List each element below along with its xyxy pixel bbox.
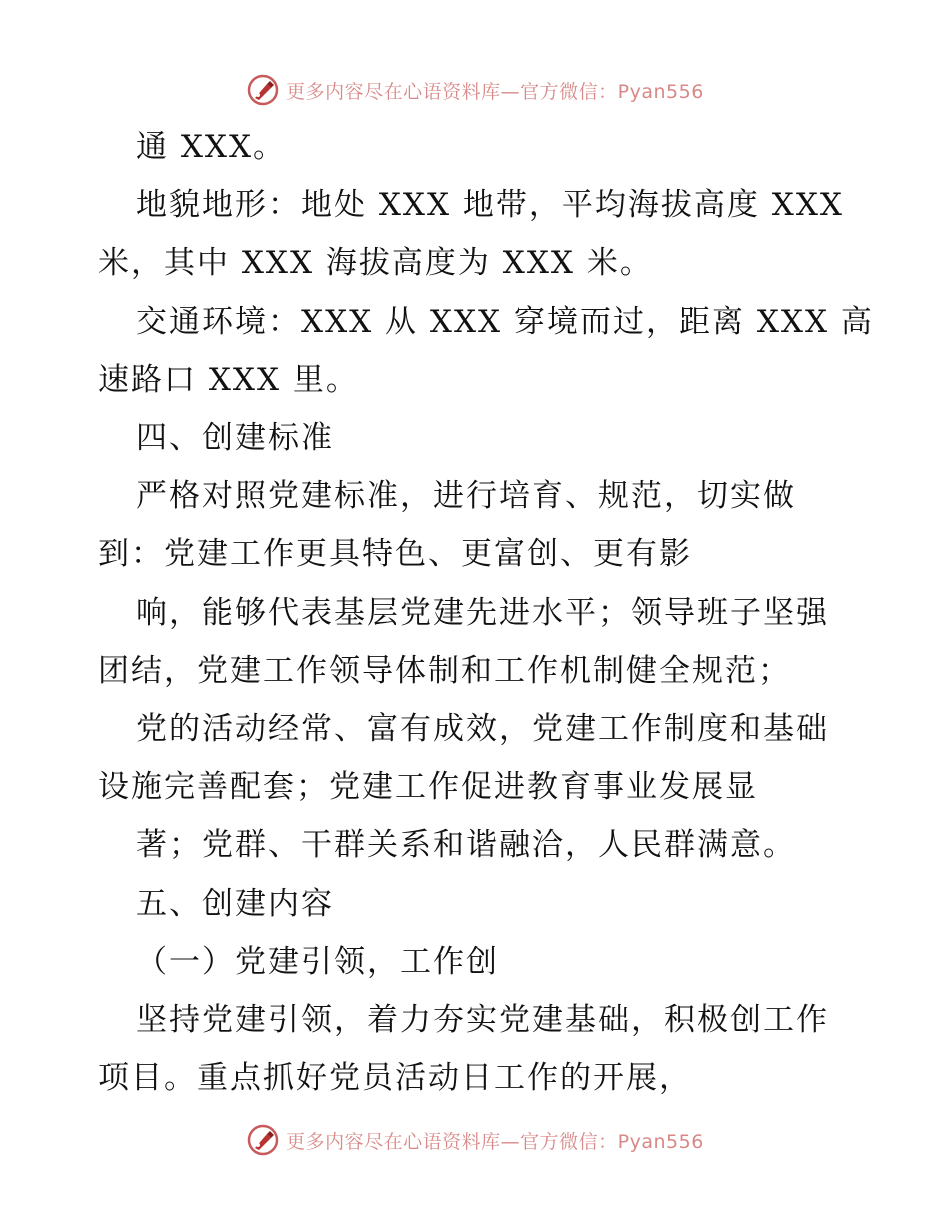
paragraph-line: 响，能够代表基层党建先进水平；领导班子坚强 [136,594,829,631]
paragraph-line: 到：党建工作更具特色、更富创、更有影 [98,536,692,573]
pen-nib-logo-icon [246,73,280,107]
paragraph-line: 团结，党建工作领导体制和工作机制健全规范； [98,652,791,689]
paragraph-line: 严格对照党建标准，进行培育、规范，切实做 [136,478,796,515]
paragraph-line: 项目。重点抓好党员活动日工作的开展， [98,1060,692,1097]
paragraph-line: 坚持党建引领，着力夯实党建基础，积极创工作 [136,1002,829,1038]
paragraph-line: 交通环境：XXX 从 XXX 穿境而过，距离 XXX 高 [136,303,874,340]
paragraph-line: 米，其中 XXX 海拔高度为 XXX 米。 [98,245,653,282]
header-watermark [0,70,950,110]
watermark-text: 更多内容尽在心语资料库—官方微信：Pyan556 [286,1130,704,1153]
paragraph-line: 速路口 XXX 里。 [98,361,359,398]
paragraph-line: 党的活动经常、富有成效，党建工作制度和基础 [136,711,829,747]
footer-watermark [0,1120,950,1160]
paragraph-line: 著；党群、干群关系和谐融洽，人民群满意。 [136,827,796,864]
paragraph-line: 通 XXX。 [136,129,287,165]
paragraph-line: 四、创建标准 [136,420,334,456]
paragraph-line: （一）党建引领，工作创 [136,943,499,980]
paragraph-line: 地貌地形：地处 XXX 地带，平均海拔高度 XXX [136,187,844,224]
paragraph-line: 设施完善配套；党建工作促进教育事业发展显 [98,769,758,806]
paragraph-line: 五、创建内容 [136,885,334,922]
watermark-text: 更多内容尽在心语资料库—官方微信：Pyan556 [286,80,704,103]
pen-nib-logo-icon [246,1123,280,1157]
